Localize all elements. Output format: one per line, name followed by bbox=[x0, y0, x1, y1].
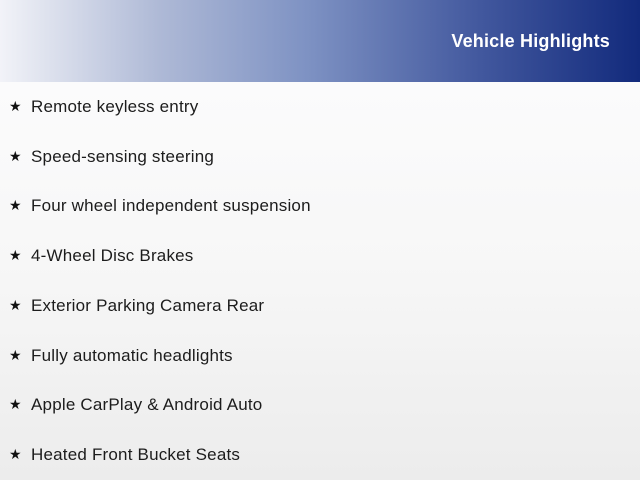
star-bullet-icon: ★ bbox=[9, 147, 22, 164]
star-bullet-icon: ★ bbox=[9, 346, 22, 363]
list-item bbox=[0, 132, 640, 182]
feature-list bbox=[0, 82, 640, 480]
list-item bbox=[0, 82, 640, 132]
star-bullet-icon: ★ bbox=[9, 296, 22, 313]
list-item bbox=[0, 381, 640, 431]
feature-label: Fully automatic headlights bbox=[31, 345, 233, 365]
feature-label: Heated Front Bucket Seats bbox=[31, 445, 241, 465]
star-bullet-icon: ★ bbox=[9, 197, 22, 214]
list-item bbox=[0, 281, 640, 331]
feature-label: Four wheel independent suspension bbox=[31, 196, 311, 216]
star-bullet-icon: ★ bbox=[9, 446, 22, 463]
feature-label: Exterior Parking Camera Rear bbox=[31, 295, 265, 315]
list-item bbox=[0, 182, 640, 232]
list-item bbox=[0, 231, 640, 281]
feature-label: Apple CarPlay & Android Auto bbox=[31, 395, 263, 415]
feature-label: Speed-sensing steering bbox=[31, 146, 215, 166]
list-item bbox=[0, 331, 640, 381]
header-bar bbox=[0, 0, 640, 82]
feature-label: 4-Wheel Disc Brakes bbox=[31, 246, 194, 266]
star-bullet-icon: ★ bbox=[9, 97, 22, 114]
feature-label: Remote keyless entry bbox=[31, 96, 199, 116]
star-bullet-icon: ★ bbox=[9, 396, 22, 413]
page-title: Vehicle Highlights bbox=[451, 30, 610, 51]
star-bullet-icon: ★ bbox=[9, 247, 22, 264]
list-item bbox=[0, 430, 640, 480]
